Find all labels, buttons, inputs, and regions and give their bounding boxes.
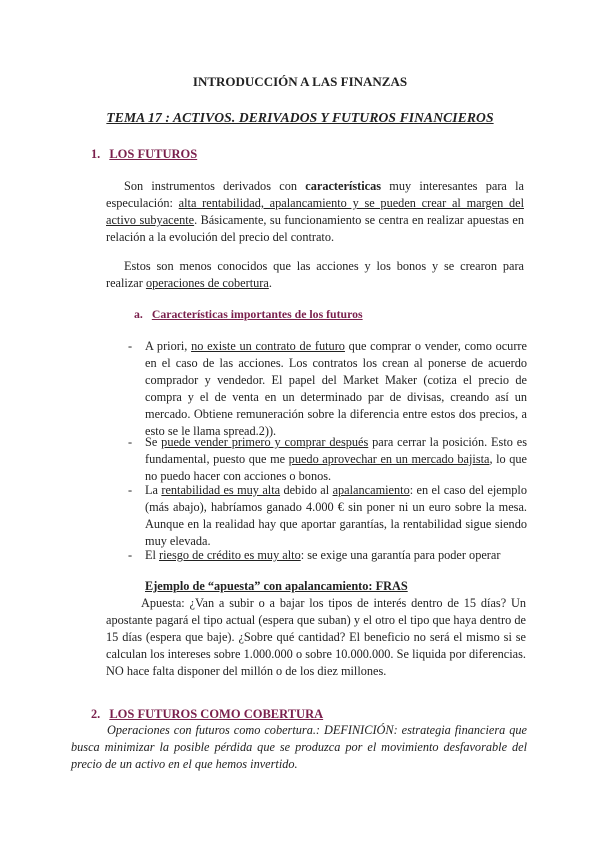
text-run: que comprar o vender, como ocurre en el caso de las acciones. Los contratos los crean al ponerse de acuerdo comprador y vendedor. El papel del Market Maker (cotiza el precio de compra y el de venta en un determinado par de divisas, creando así un mercado. Obtiene remuneración sobre la diferencia entre estos dos precios, a esto se le llama spread.2)). <box>145 339 527 438</box>
bullet-item <box>145 434 527 485</box>
bullet-dash: - <box>128 483 133 497</box>
section-1-heading <box>91 146 197 163</box>
section-1-title: LOS FUTUROS <box>109 147 198 161</box>
underlined-run: puedo aprovechar en un mercado bajista <box>288 452 490 466</box>
text-run: Se <box>145 435 162 449</box>
section-2-definition: Operaciones con futuros como cobertura.: DEFINICIÓN: estrategia financiera que busca minimizar la posible pérdida que se produzca por el movimiento desfavorable del precio de un activo en el que hemos invertido. <box>71 723 527 771</box>
subsection-heading <box>134 306 363 323</box>
paragraph-intro <box>106 178 524 246</box>
bullet-dash: - <box>128 339 133 353</box>
underlined-run: riesgo de crédito es muy alto <box>159 548 301 562</box>
section-2-number: 2. <box>91 707 101 721</box>
text-run: . Básicamente, su funcionamiento se centra en realizar apuestas en relación a la evolución del precio del contrato. <box>106 213 524 244</box>
text-run: : se exige una garantía para poder operar <box>300 548 501 562</box>
bold-run: características <box>305 179 382 193</box>
underlined-run: rentabilidad es muy alta <box>161 483 281 497</box>
bullet-item <box>145 482 527 550</box>
example-text: Apuesta: ¿Van a subir o a bajar los tipos de interés dentro de 15 días? Un apostante pagará el tipo actual (espera que suban) y el otro el tipo que haya dentro de 15 días (espera que baje). ¿Sobre qué cantidad? El beneficio no será el mismo si se calculan los intereses sobre 1.000.000 o sobre 10.000.000. Se liquida por diferencias. NO hace falta disponer del millón o de los diez millones. <box>106 596 526 678</box>
text-run: El <box>145 548 160 562</box>
text-run: muy interesantes para la especulación: <box>106 179 524 210</box>
underlined-run: operaciones de cobertura <box>145 276 269 290</box>
text-run: . <box>268 276 272 290</box>
subsection-letter: a. <box>134 307 143 321</box>
section-2-heading <box>91 706 323 723</box>
underlined-run: no existe un contrato de futuro <box>191 339 345 353</box>
bullet-dash: - <box>128 548 133 562</box>
bullet-item <box>145 338 527 440</box>
bullet-dash: - <box>128 435 133 449</box>
underlined-run: puede vender primero y comprar después <box>161 435 369 449</box>
paragraph-cobertura <box>106 258 524 292</box>
section-2-title: LOS FUTUROS COMO COBERTURA <box>109 707 324 721</box>
text-run: A priori, <box>145 339 192 353</box>
text-run: La <box>145 483 162 497</box>
subsection-title: Características importantes de los futuros <box>151 307 363 321</box>
text-run: : en el caso del ejemplo (más abajo), habríamos ganado 4.000 € sin poner ni un euro sobre la mesa. Aunque en la realidad hay que aportar garantías, la rentabilidad sigue siendo muy elevada. <box>145 483 527 548</box>
bullet-item <box>145 547 527 564</box>
underlined-run: apalancamiento <box>332 483 410 497</box>
text-run: debido al <box>280 483 333 497</box>
tema-heading: TEMA 17 : ACTIVOS. DERIVADOS Y FUTUROS FINANCIEROS <box>106 110 494 125</box>
example-title: Ejemplo de “apuesta” con apalancamiento: FRAS <box>145 579 408 593</box>
underlined-run: alta rentabilidad, apalancamiento y se pueden crear al margen del activo subyacente <box>106 196 524 227</box>
text-run: Estos son menos conocidos que las acciones y los bonos y se crearon para realizar <box>106 259 524 290</box>
text-run: , lo que no puedo hacer con acciones o bonos. <box>145 452 528 483</box>
text-run: para cerrar la posición. Esto es fundamental, puesto que me <box>145 435 527 466</box>
document-title: INTRODUCCIÓN A LAS FINANZAS <box>192 74 408 89</box>
text-run: Son instrumentos derivados con <box>124 179 306 193</box>
section-1-number: 1. <box>91 147 101 161</box>
